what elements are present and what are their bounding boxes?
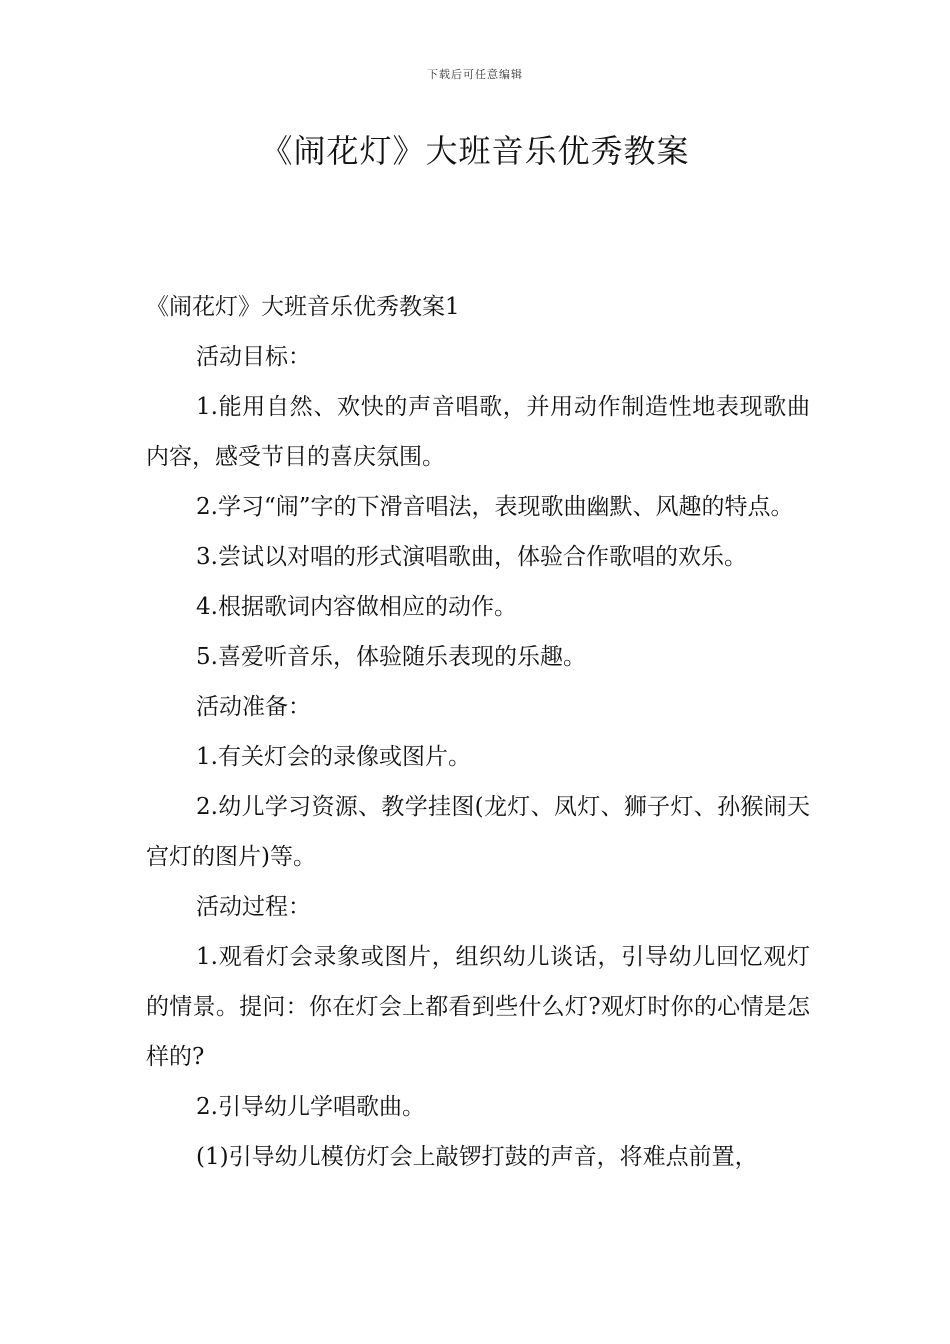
document-body bbox=[146, 282, 810, 1182]
paragraph: 活动目标： bbox=[196, 344, 311, 370]
paragraph: 2.引导幼儿学唱歌曲。 bbox=[196, 1094, 425, 1120]
paragraph: 活动过程： bbox=[196, 894, 311, 920]
paragraph: 3.尝试以对唱的形式演唱歌曲，体验合作歌唱的欢乐。 bbox=[196, 544, 747, 570]
document-title: 《闹花灯》大班音乐优秀教案 bbox=[260, 132, 690, 170]
paragraph: 2.幼儿学习资源、教学挂图(龙灯、凤灯、狮子灯、孙猴闹天宫灯的图片)等。 bbox=[146, 794, 810, 870]
paragraph: 活动准备： bbox=[196, 694, 311, 720]
paragraph: 1.观看灯会录象或图片，组织幼儿谈话，引导幼儿回忆观灯的情景。提问：你在灯会上都看到些什么灯?观灯时你的心情是怎样的? bbox=[146, 944, 810, 1070]
page-header-note: 下载后可任意编辑 bbox=[427, 68, 523, 81]
paragraph: 1.有关灯会的录像或图片。 bbox=[196, 744, 471, 770]
paragraph: 5.喜爱听音乐，体验随乐表现的乐趣。 bbox=[196, 644, 586, 670]
section-heading: 《闹花灯》大班音乐优秀教案1 bbox=[146, 294, 460, 320]
paragraph: 4.根据歌词内容做相应的动作。 bbox=[196, 594, 517, 620]
paragraph: 2.学习“闹”字的下滑音唱法，表现歌曲幽默、风趣的特点。 bbox=[196, 494, 794, 520]
paragraph: 1.能用自然、欢快的声音唱歌，并用动作制造性地表现歌曲内容，感受节目的喜庆氛围。 bbox=[146, 394, 810, 470]
paragraph: (1)引导幼儿模仿灯会上敲锣打鼓的声音，将难点前置， bbox=[196, 1144, 758, 1170]
